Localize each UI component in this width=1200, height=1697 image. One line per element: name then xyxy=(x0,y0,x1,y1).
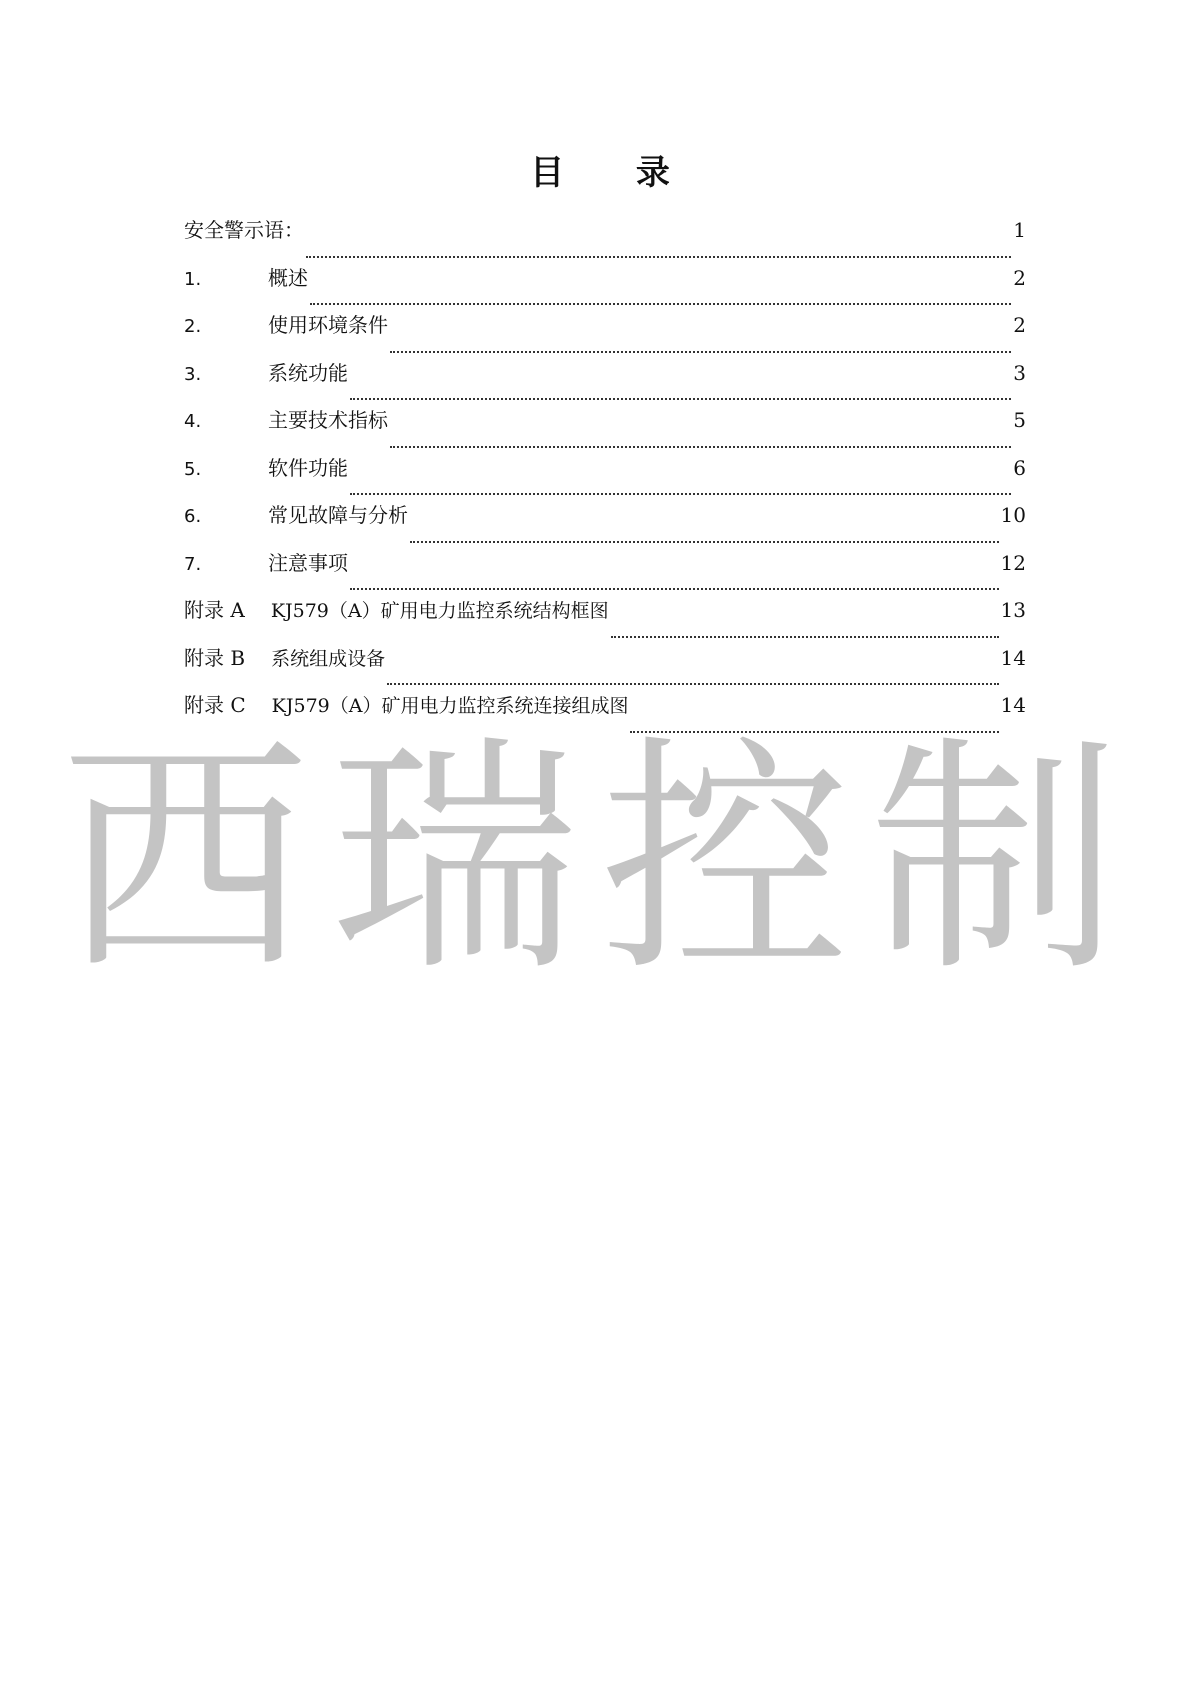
toc-entry-number: 5. xyxy=(184,458,202,480)
toc-entry-overview[interactable] xyxy=(184,264,1026,312)
toc-entry-software-functions[interactable] xyxy=(184,454,1026,502)
toc-entry-appendix-prefix: 附录 A xyxy=(184,598,245,622)
toc-entry-number: 7. xyxy=(184,553,202,575)
toc-entry-appendix-prefix: 附录 C xyxy=(184,693,246,717)
toc-entry-page: 5 xyxy=(1013,408,1026,432)
toc-entry-page: 14 xyxy=(1000,645,1026,670)
toc-entry-appendix-b[interactable] xyxy=(184,644,1026,692)
toc-leader-dots xyxy=(390,350,1011,353)
toc-entry-number: 1. xyxy=(184,268,202,290)
toc-leader-dots xyxy=(390,445,1011,448)
toc-leader-dots xyxy=(410,540,999,543)
toc-entry-label: 常见故障与分析 xyxy=(268,503,408,527)
toc-entry-label: 注意事项 xyxy=(268,550,348,575)
toc-entry-label: 系统组成设备 xyxy=(271,647,386,670)
watermark: 西瑞控制 xyxy=(60,714,1140,1005)
page-title: 目 录 xyxy=(530,153,700,193)
toc-entry-page: 14 xyxy=(1000,693,1026,717)
toc-entry-page: 2 xyxy=(1013,265,1026,290)
table-of-contents xyxy=(184,216,1026,739)
toc-entry-label: 使用环境条件 xyxy=(268,313,388,337)
toc-entry-label: 系统功能 xyxy=(268,360,348,385)
toc-entry-technical-specs[interactable] xyxy=(184,406,1026,454)
toc-entry-system-functions[interactable] xyxy=(184,359,1026,407)
toc-entry-page: 1 xyxy=(1013,218,1026,242)
toc-entry-label: 软件功能 xyxy=(268,455,348,480)
toc-entry-label: KJ579（A）矿用电力监控系统连接组成图 xyxy=(271,695,629,717)
toc-entry-page: 12 xyxy=(1000,550,1026,575)
toc-leader-dots xyxy=(310,302,1011,305)
toc-entry-label: 安全警示语： xyxy=(184,218,304,242)
toc-leader-dots xyxy=(306,255,1011,258)
toc-leader-dots xyxy=(611,635,999,638)
toc-entry-number: 6. xyxy=(184,506,202,527)
toc-leader-dots xyxy=(387,682,998,685)
toc-leader-dots xyxy=(350,587,999,590)
toc-entry-page: 13 xyxy=(1000,598,1026,622)
toc-entry-label: 概述 xyxy=(268,265,308,290)
toc-entry-number: 4. xyxy=(184,411,202,432)
toc-entry-appendix-a[interactable] xyxy=(184,596,1026,644)
toc-entry-label: 主要技术指标 xyxy=(268,408,388,432)
toc-entry-safety-warning[interactable] xyxy=(184,216,1026,264)
toc-entry-page: 3 xyxy=(1013,360,1026,385)
toc-entry-number: 3. xyxy=(184,363,202,385)
toc-leader-dots xyxy=(350,397,1011,400)
toc-entry-precautions[interactable] xyxy=(184,549,1026,597)
toc-entry-number: 2. xyxy=(184,316,202,337)
toc-entry-label: KJ579（A）矿用电力监控系统结构框图 xyxy=(270,600,609,622)
toc-entry-appendix-prefix: 附录 B xyxy=(184,645,246,670)
toc-entry-environment[interactable] xyxy=(184,311,1026,359)
toc-entry-page: 2 xyxy=(1013,313,1026,337)
toc-leader-dots xyxy=(350,492,1011,495)
toc-entry-page: 10 xyxy=(1000,503,1026,527)
toc-entry-page: 6 xyxy=(1013,455,1026,480)
toc-entry-troubleshooting[interactable] xyxy=(184,501,1026,549)
